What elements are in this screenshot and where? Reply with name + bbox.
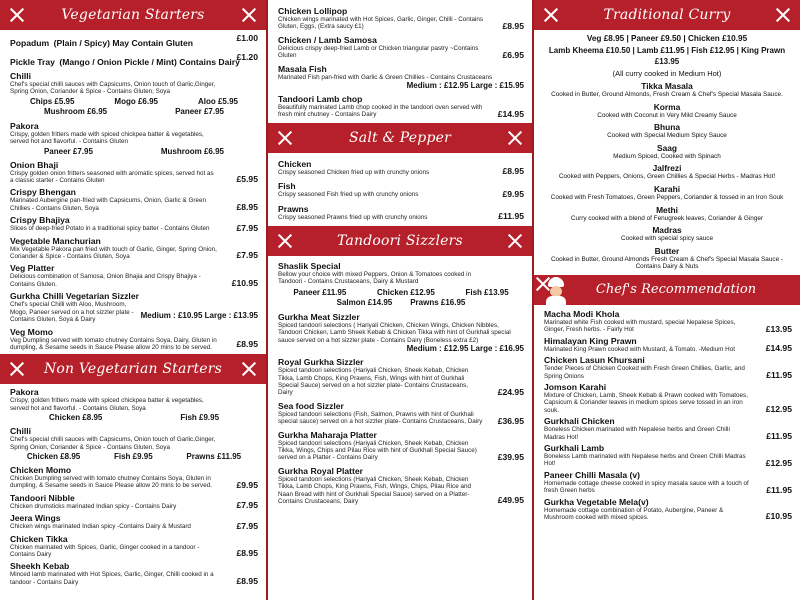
curry-item: [540, 246, 794, 271]
price-row: [10, 97, 258, 107]
curry-description: Cooked with Peppers, Onions, Green Chillies & Special Herbs - Madras Hot!: [558, 173, 776, 181]
menu-item: [544, 443, 792, 468]
menu-item: [278, 181, 524, 198]
menu-item: [10, 426, 258, 451]
curry-description: Curry cooked with a blend of Fenugreek leaves, Coriander & Ginger: [570, 214, 764, 222]
item-name: Sea food Sizzler: [278, 400, 344, 411]
item-name: Gurkha Meat Sizzler: [278, 311, 360, 322]
cutlery-icon: [240, 6, 258, 24]
curry-item: [540, 102, 794, 120]
item-name: Onion Bhaji: [10, 159, 59, 170]
item-price: £12.95: [765, 457, 792, 468]
menu-item: [278, 204, 524, 221]
item-description: Chicken wings marinated with Hot Spices, Garlic, Ginger, Chilli - Contains Gluten, Eggs, (Extra saucy £1): [278, 16, 484, 31]
curry-description: Cooked with special spicy sauce: [621, 235, 713, 243]
curry-price-line: Lamb Kheema £10.50 | Lamb £11.95 | Fish £12.95 | King Prawn £13.95: [548, 46, 786, 66]
curry-name: Butter: [654, 245, 680, 256]
chefs-recommendation-section: [534, 305, 800, 522]
item-price: £49.95: [497, 495, 524, 506]
curry-name: Karahi: [653, 183, 681, 194]
price-option: Paneer £7.95: [175, 106, 224, 116]
menu-item: [10, 52, 258, 70]
price-option: Mushroom £6.95: [160, 146, 224, 156]
curry-description: Cooked in Butter, Ground Almonds, Fresh Cream & Chef's Special Masala Sauce.: [551, 91, 783, 98]
item-description: Homemade cottage combination of Potato, Aubergine, Paneer & Mushroom cooked with mixed spices.: [544, 506, 724, 522]
menu-column-2: [268, 0, 532, 600]
item-price: £5.95: [236, 174, 258, 185]
item-description: Crispy, golden fritters made with spiced chickpea batter & vegetables, served hot and flavorful. - Contains Gluten: [10, 130, 204, 146]
item-description: Bellow your choice with mixed Peppers, Onion & Tomatoes cooked in Tandoori - Contains Crustaceans, Dairy & Mustard: [278, 271, 472, 286]
item-description: Mix Vegetable Pakora pan fried with touch of Garlic, Ginger, Spring Onion, Coriander & Spice - Contains Gluten, Soya: [10, 245, 217, 261]
item-price: £14.95: [497, 108, 524, 119]
item-name: Chicken Lasun Khursani: [544, 355, 645, 366]
item-price: £7.95: [236, 500, 258, 511]
item-description: Veg Dumpling served with tomato chutney Contains Soya, Dairy, Gluten in dumpling, & Sesame seeds in Sauce Please allow 20 mins to be served.: [10, 336, 217, 351]
item-description: Chicken drumsticks marinated Indian spicy - Contains Dairy: [10, 502, 177, 510]
price-option: Chicken £8.95: [48, 413, 103, 423]
item-description: Boneless Chicken marinated with Nepalese herbs and Green Chilli Madras Hot!: [544, 426, 730, 441]
menu-item: [10, 160, 258, 185]
item-price: £11.95: [766, 484, 792, 495]
menu-item: [544, 470, 792, 495]
price-option: Aloo £5.95: [197, 96, 238, 106]
menu-item: [10, 387, 258, 412]
menu-item: [10, 493, 258, 510]
curry-item: [540, 143, 794, 161]
item-price: £8.95: [502, 20, 524, 31]
item-name: Paneer Chilli Masala (v): [544, 469, 640, 480]
item-name: Chicken Momo: [10, 464, 72, 475]
menu-item: [544, 382, 792, 414]
menu-item: [10, 263, 258, 288]
item-name: Himalayan King Prawn: [544, 335, 637, 346]
curry-item: [540, 225, 794, 243]
item-name: Veg Momo: [10, 326, 53, 337]
menu-item: [544, 416, 792, 441]
price-row: [10, 413, 258, 423]
menu-item: [10, 534, 258, 559]
item-name: Gurkha Maharaja Platter: [278, 429, 377, 440]
item-name: Crispy Bhajiya: [10, 215, 70, 226]
cutlery-icon: [276, 232, 294, 250]
item-description: Marinated white Fish cooked with mustard, special Nepalese Spices, Ginger, Fresh herbs. - Fairly Hot: [544, 318, 736, 334]
item-price: Medium : £12.95 Large : £15.95: [406, 81, 524, 91]
cutlery-icon: [774, 6, 792, 24]
item-description: Spiced tandoori selections (Hariyali Chicken, Sheek Kebab, Chicken Tikka, Lamb Chops, King Prawns, Fish, Wings, Chips, Pilau Rice and Naan Bread with hint of Gurkhali Special Sauce) served on a Platter- Contains Crustaceans, Dairy: [278, 475, 471, 505]
item-description: Tender Pieces of Chicken Cooked with Fresh Green Chillies, Garlic, and Spring Onions: [544, 365, 745, 380]
cutlery-icon: [506, 232, 524, 250]
item-name: Shaslik Special: [278, 261, 341, 272]
curry-name: Saag: [656, 142, 678, 153]
price-option: Fish £9.95: [180, 413, 220, 423]
curry-name: Jalfrezi: [652, 163, 682, 174]
curry-note: (All curry cooked in Medium Hot): [612, 69, 722, 78]
item-description: Boneless Lamb marinated with Nepalese herbs and Green Chilli Madras Hot!: [544, 453, 746, 468]
salt-pepper-banner: [268, 123, 532, 153]
item-price: £9.95: [236, 479, 258, 490]
curry-description: Cooked with Special Medium Spicy Sauce: [607, 132, 727, 140]
item-description: Spiced tandoori selections (Hariyali Chicken, Sheek Kebab, Chicken Tikka, Wings, Chips and Pilau Rice with hint of Gurkhali Special Sauce) served on a Platter - Contains Dairy: [278, 439, 477, 462]
item-name: Chicken Lollipop: [278, 6, 348, 16]
menu-item: [10, 33, 258, 51]
price-option: Chicken £12.95: [376, 287, 435, 297]
item-name: Gurkha Chilli Vegetarian Sizzler: [10, 291, 139, 302]
menu-item: [10, 187, 258, 212]
item-description: Minced lamb marinated with Hot Spices, Garlic, Ginger, Chilli cooked in a tandoor - Contains Dairy: [10, 571, 214, 586]
cutlery-icon: [276, 129, 294, 147]
item-description: Mixture of Chicken, Lamb, Sheek Kebab & Prawn cooked with Tomatoes, Capsicum & Coriander leaves in medium spices serve tossed in an iron souk.: [544, 391, 748, 414]
menu-item: [278, 466, 524, 506]
price-option: Prawns £16.95: [410, 297, 466, 307]
menu-item: [10, 561, 258, 586]
vegetarian-starters-section: [0, 30, 266, 351]
item-name: Royal Gurkha Sizzler: [278, 357, 364, 368]
curry-name: Korma: [653, 101, 681, 112]
cutlery-icon: [8, 360, 26, 378]
item-name: Gurkhali Lamb: [544, 443, 605, 453]
curry-description: Cooked in Butter, Ground Almonds Fresh Cream & Chef's Special Masala Sauce - Contains Dairy & Nuts: [550, 255, 784, 271]
menu-item: [544, 497, 792, 522]
item-note: (Mango / Onion Pickle / Mint) Contains Dairy: [59, 57, 240, 67]
menu-item: [278, 159, 524, 176]
item-price: £9.95: [502, 188, 524, 199]
vegetarian-starters-banner: [0, 0, 266, 30]
curry-name: Methi: [656, 204, 678, 215]
non-vegetarian-starters-banner: [0, 354, 266, 384]
section-title: Non Vegetarian Starters: [43, 361, 223, 378]
price-option: Paneer £7.95: [43, 146, 93, 156]
item-name: Veg Platter: [10, 263, 55, 274]
price-option: Prawns £11.95: [186, 451, 242, 461]
menu-item: [544, 309, 792, 334]
item-price: £10.95: [231, 278, 258, 289]
item-name: Popadum: [10, 38, 50, 48]
item-note: (Plain / Spicy) May Contain Gluten: [53, 38, 194, 48]
menu-item: [10, 236, 258, 261]
item-name: Chilli: [10, 71, 32, 81]
menu-item: [544, 336, 792, 353]
curry-prices: [534, 30, 800, 81]
item-description: Chicken marinated with Spices, Garlic, Ginger cooked in a tandoor - Contains Dairy: [10, 543, 200, 558]
item-name: Tandoori Nibble: [10, 492, 75, 503]
section-title: Chef's Recommendation: [595, 282, 757, 298]
item-price: £10.95: [765, 511, 792, 522]
item-price: £7.95: [236, 520, 258, 531]
curry-description: Cooked with Coconut in Very Mild Creamy Sauce: [597, 111, 737, 119]
item-description: Crispy seasoned Chicken fried up with crunchy onions: [278, 168, 430, 176]
item-description: Marinated Aubergine pan-fried with Capsicums, Onion, Garlic & Green Chillies - Contains Gluten, Soya: [10, 197, 206, 212]
curry-name: Madras: [652, 225, 682, 236]
price-option: Salmon £14.95: [336, 297, 393, 307]
menu-column-3: [534, 0, 800, 600]
curry-description: Cooked with Fresh Tomatoes, Green Peppers, Coriander & tossed in an Iron Souk: [550, 193, 784, 201]
item-price: £39.95: [497, 451, 524, 462]
price-row: [10, 452, 258, 462]
item-price: £8.95: [502, 166, 524, 177]
item-name: Masala Fish: [278, 63, 327, 74]
item-name: Gurkha Royal Platter: [278, 465, 364, 476]
item-price: £8.95: [236, 338, 258, 349]
menu-item: [10, 291, 258, 323]
menu-item: [278, 312, 524, 353]
item-name: Prawns: [278, 203, 309, 214]
menu-item: [10, 465, 258, 490]
item-name: Chilli: [10, 426, 32, 437]
cutlery-icon: [8, 6, 26, 24]
item-name: Jeera Wings: [10, 513, 61, 524]
chefs-recommendation-banner: [534, 275, 800, 305]
section-title: Traditional Curry: [603, 7, 731, 23]
curry-item: [540, 184, 794, 202]
section-title: Tandoori Sizzlers: [337, 233, 463, 250]
curry-item: [540, 205, 794, 223]
item-name: Tandoori Lamb chop: [278, 94, 363, 105]
salt-pepper-section: [268, 153, 532, 221]
item-description: Spiced tandoori selections (Hariyali Chicken, Sheek Kebab, Chicken Tikka, Lamb Chops, King Prawns, Fish, Wings with hint of Gurkhali Special Sauce) served on a hot sizzler plate- Contains Crustaceans, Dairy: [278, 367, 469, 397]
item-description: Delicious combination of Samosa, Onion Bhajia and Crispy Bhajiya - Contains Gluten.: [10, 273, 201, 288]
menu-item: [278, 6, 524, 31]
item-price: £8.95: [236, 548, 258, 559]
curry-price-line: Veg £8.95 | Paneer £9.50 | Chicken £10.95: [586, 34, 748, 43]
curry-item: [540, 163, 794, 181]
menu-item: [278, 261, 524, 286]
price-option: Mogo £6.95: [114, 96, 158, 106]
traditional-curry-banner: [534, 0, 800, 30]
item-price: £11.95: [766, 369, 792, 380]
item-description: Chicken wings marinated Indian spicy -Contains Dairy & Mustard: [10, 523, 191, 531]
item-price: £13.95: [765, 323, 792, 334]
item-price: £11.95: [498, 211, 524, 222]
item-price: £12.95: [765, 404, 792, 415]
item-name: Gurkhali Chicken: [544, 416, 615, 427]
item-description: Delicious crispy deep-fried Lamb or Chicken triangular pastry ~Contains Gluten: [278, 44, 479, 60]
curry-item: [540, 122, 794, 140]
menu-item: [278, 64, 524, 90]
section-title: Salt & Pepper: [349, 129, 451, 146]
item-name: Macha Modi Khola: [544, 308, 620, 319]
item-description: Chef's special Chilli with Aloo, Mushroom, Mogo, Paneer served on a hot sizzler plate - Contains Gluten, Soya & Dairy: [10, 301, 134, 324]
item-description: Crispy seasoned Prawns fried up with crunchy onions: [278, 213, 428, 221]
starters-continued-section: [268, 0, 532, 119]
tandoori-sizzlers-banner: [268, 226, 532, 256]
menu-item: [278, 401, 524, 426]
item-name: Fish: [278, 181, 296, 192]
item-name: Jomson Karahi: [544, 381, 607, 392]
section-title: Vegetarian Starters: [61, 7, 205, 23]
item-description: Chef's special chilli sauces with Capsicums, Onion touch of Garlic,Ginger, Spring Onion, Coriander & Spice - Contains Gluten, Soya: [10, 81, 216, 96]
price-option: Paneer £11.95: [293, 287, 347, 297]
price-row: [278, 288, 524, 298]
item-description: Chicken Dumpling served with tomato chutney Contains Soya, Gluten in dumpling, & Sesame seeds in Sauce Please allow 20 mins to be served.: [10, 474, 212, 490]
item-description: Spiced tandoori selections (Fish, Salmon, Prawns with hint of Gurkhali special sauce) served on a hot sizzler plate- Contains Crustaceans, Dairy: [278, 410, 483, 426]
menu-item: [278, 35, 524, 60]
item-name: Sheekh Kebab: [10, 561, 70, 572]
menu-item: [10, 215, 258, 232]
item-name: Crispy Bhengan: [10, 187, 76, 198]
menu-column-1: [0, 0, 266, 600]
item-name: Pakora: [10, 387, 39, 398]
item-price: £8.95: [236, 202, 258, 213]
item-price: £11.95: [766, 431, 792, 441]
item-description: Homemade cottage cheese cooked in spicy masala sauce with a touch of fresh Green herbs: [544, 479, 749, 495]
price-option: Fish £13.95: [465, 287, 509, 297]
menu-item: [10, 513, 258, 530]
cutlery-icon: [506, 129, 524, 147]
item-description: Chef's special chilli sauces with Capsicums, Onion touch of Garlic,Ginger, Spring Onion, Coriander & Spice - Contains Gluten, Soya: [10, 436, 216, 451]
item-price: £36.95: [497, 415, 524, 426]
price-option: Chicken £8.95: [26, 451, 81, 461]
item-description: Slices of deep-fried Potato in a traditional spicy batter - Contains Gluten: [10, 225, 210, 233]
item-price: £6.95: [502, 49, 524, 60]
price-option: Mushroom £6.95: [43, 106, 108, 116]
price-option: Chips £5.95: [29, 96, 75, 106]
item-price: £8.95: [236, 576, 258, 587]
menu-item: [10, 121, 258, 146]
price-row: [10, 147, 258, 157]
menu-item: [278, 357, 524, 397]
item-name: Chicken Tikka: [10, 533, 68, 544]
item-name: Gurkha Vegetable Mela(v): [544, 496, 649, 507]
item-name: Vegetable Manchurian: [10, 235, 101, 246]
cutlery-icon: [240, 360, 258, 378]
item-price: £7.95: [236, 222, 258, 233]
item-description: Marinated King Prawn cooked with Mustard, & Tomato. -Medium Hot: [544, 345, 735, 353]
item-description: Crispy, golden fritters made with spiced chickpea batter & vegetables, served hot and flavorful. - Contains Gluten, Soya: [10, 397, 204, 412]
price-row: [10, 107, 258, 117]
item-description: Beautifully marinated Lamb chop cooked in the tandoori oven served with fresh mint chutney - Contains Dairy: [278, 104, 483, 119]
item-name: Chicken / Lamb Samosa: [278, 34, 377, 45]
cutlery-icon: [542, 6, 560, 24]
item-description: Spiced tandoori selections ( Hariyali Chicken, Chicken Wings, Chicken Nibbles, Tandoori Chicken, Lamb Sheek Kebab & Chicken Tikka with hint of Gurkhali special sauce served on a hot sizzler plate - Contains Dairy (Boneless extra £2): [278, 321, 511, 344]
item-description: Crispy golden onion fritters seasoned with aromatic spices, served hot as a classic starter - Contains Gluten: [10, 169, 214, 185]
item-price: £24.95: [497, 386, 524, 397]
tandoori-sizzlers-section: [268, 256, 532, 505]
menu-item: [278, 430, 524, 462]
item-description: Marinated Fish pan-fried with Garlic & Green Chillies - Contains Crustaceans: [278, 73, 493, 81]
curry-description: Medium Spiced, Cooked with Spinach: [613, 152, 721, 160]
item-price: £14.95: [765, 343, 792, 354]
item-price: Medium : £12.95 Large : £16.95: [406, 344, 524, 354]
item-name: Pickle Tray: [10, 57, 55, 67]
item-price: Medium : £10.95 Large : £13.95: [140, 311, 258, 321]
item-name: Chicken: [278, 158, 312, 169]
curry-name: Bhuna: [653, 122, 681, 133]
item-description: Crispy seasoned Fish fried up with crunchy onions: [278, 191, 419, 199]
curry-name: Tikka Masala: [641, 81, 693, 91]
item-price: £1.20: [236, 52, 258, 62]
price-row: [278, 298, 524, 308]
item-price: £7.95: [236, 250, 258, 261]
curry-item: [540, 81, 794, 99]
menu-item: [544, 355, 792, 380]
menu-item: [278, 94, 524, 119]
menu-item: [10, 327, 258, 352]
item-price: £1.00: [236, 33, 258, 43]
menu-item: [10, 71, 258, 96]
item-name: Pakora: [10, 120, 39, 131]
price-option: Fish £9.95: [113, 451, 153, 461]
non-vegetarian-starters-section: [0, 384, 266, 586]
